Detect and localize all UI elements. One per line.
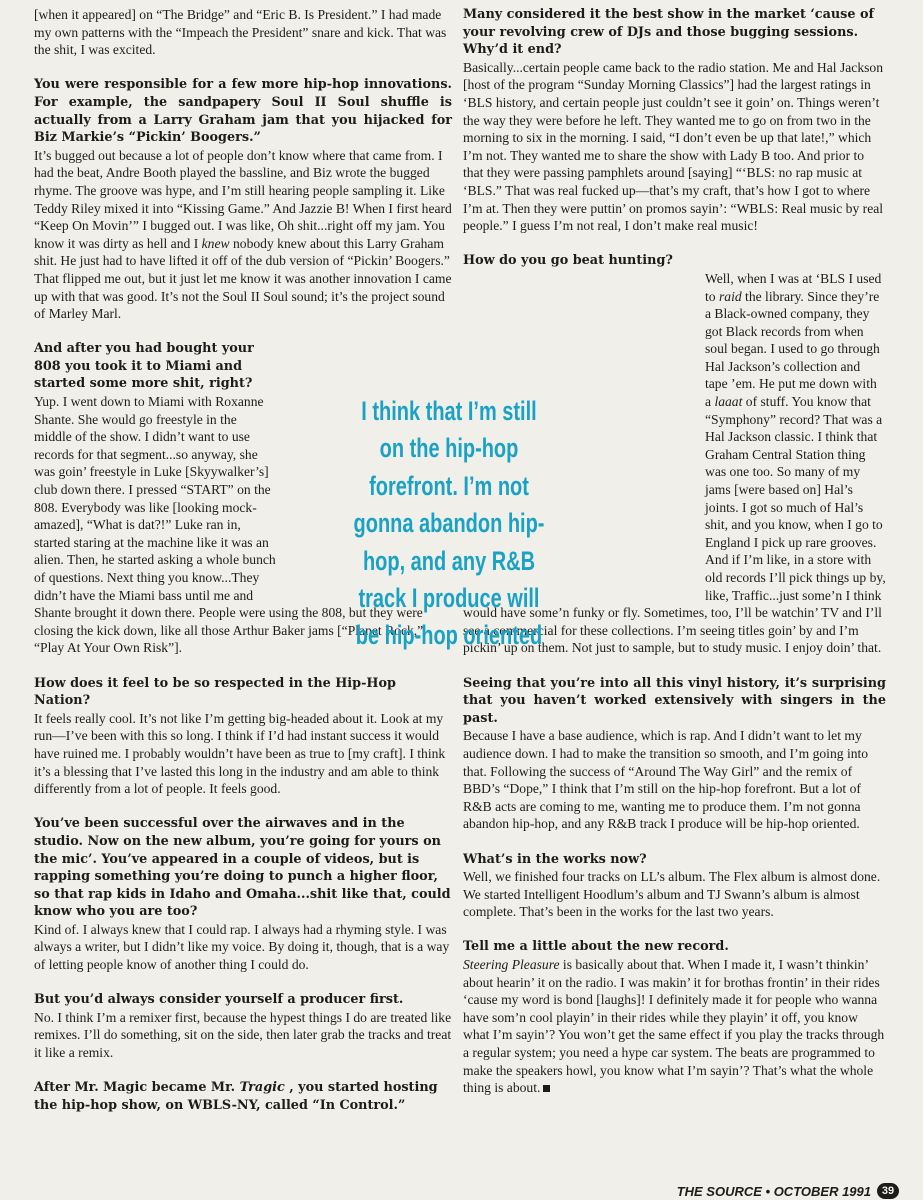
answer-paragraph: Because I have a base audience, which is rap. And I didn’t want to let my audience down. I had to make the transition so smooth, and I’m going into that. Following the success of “Around The Way Girl” and the remix of BBD’s “Dope,” I think that I’m still on the hip-hop forefront. But a lot of R&B acts are coming to me, wanting me to produce them. I’m not gonna abandon hip-hop, and any R&B track I produce will be hip-hop oriented. — [463, 728, 869, 832]
question-heading: What’s in the works now? — [463, 851, 647, 867]
answer-paragraph: Well, we finished four tracks on LL’s album. The Flex album is almost done. We started Intelligent Hoodlum’s album and TJ Swann’s album is almost complete. That’s been in the works for the last two years. — [463, 869, 881, 920]
answer-paragraph: Yup. I went down to Miami with Roxanne Shante. She would go freestyle in the middle of the show. I didn’t want to use records for that segment...so anyway, she was goin’ freestyle in Luke [Skyywalker’s] club down there. I pressed “START” on the 808. Everybody was like [looking mock-amazed], “What is dat?!” Luke ran in, started staring at the machine like it was an alien. Then, he started asking a whole bunch of questions. Next thing you know...They didn’t have the Miami bass until me and Shante brought it down there. People were using the 808, but they were closing the kick down, like all those Arthur Baker jams [“Planet Rock,” “Play At Your Own Risk”]. — [34, 394, 424, 656]
pull-quote: I think that I’m still on the hip-hop forefront. I’m not gonna abandon hip-hop, and any R&B track I produce will be hip-hop oriented — [353, 396, 545, 651]
magazine-issue: THE SOURCE • OCTOBER 1991 — [676, 1183, 871, 1199]
question-heading: After Mr. Magic became Mr. Tragic , you started hosting the hip-hop show, on WBLS-NY, called “In Control.” — [34, 1080, 438, 1113]
end-mark-icon — [543, 1085, 550, 1092]
answer-paragraph: It feels really cool. It’s not like I’m getting big-headed about it. Look at my run—I’ve been with this so long. I think if I’d had instant success it would have ruined me. I probably wouldn’t have been as true to [my craft]. I think it’s a blessing that I’ve lasted this long in the industry and am able to think differently from a lot of people. It feels good. — [34, 710, 446, 797]
question-heading: But you’d always consider yourself a producer first. — [34, 992, 404, 1008]
question-heading: How do you go beat hunting? — [463, 253, 673, 269]
answer-paragraph: It’s bugged out because a lot of people don’t know where that came from. I had the beat, Andre Booth played the bassline, and Biz wrote the bugged rhyme. The groove was hype, and I’m still hearing people sampling it. Like Teddy Riley mixed it into “Kissing Game.” And Jazzie B! When I first heard “Keep On Movin’” I bugged out. I was like, Oh shit...right off my jam. You know it was dirty as hell and I knew nobody knew about this Larry Graham shit. He just had to have lifted it off of the dub version of “Pickin’ Boogers.” That flipped me out, but it just let me know it was another innovation I came up with that was good. It’s not the Soul II Soul sound; it’s the project sound of Marley Marl. — [34, 147, 452, 322]
question-heading: Seeing that you’re into all this vinyl history, it’s surprising that you haven’t worked extensively with singers in the past. — [463, 675, 886, 726]
question-heading: Many considered it the best show in the market ‘cause of your revolving crew of DJs and those bugging sessions. Why’d it end? — [463, 7, 875, 58]
page-footer — [677, 1183, 899, 1199]
question-heading: Tell me a little about the new record. — [463, 939, 729, 955]
question-heading: How does it feel to be so respected in the Hip-Hop Nation? — [34, 675, 396, 709]
question-heading: And after you had bought your 808 you took it to Miami and started some more shit, right? — [34, 341, 254, 392]
answer-paragraph: No. I think I’m a remixer first, because the hypest things I do are treated like remixes. I’ll do something, sit on the side, then later grab the tracks and treat it like a remix. — [34, 1009, 452, 1061]
answer-paragraph: Kind of. I always knew that I could rap. I always had a rhyming style. I was always a writer, but I didn’t like my voice. By doing it, though, that is a way of letting people know of another thing I could do. — [34, 921, 450, 973]
answer-paragraph: Steering Pleasure is basically about that. When I made it, I wasn’t thinkin’ about hearin’ it on the radio. I was makin’ it for brothas frontin’ in their rides ‘cause my word is bond [laughs]! I definitely made it for people who wanna have som’n cool playin’ in their rides while they playin’ it off, you know what I’m sayin’? You won’t get the same effect if you play the tracks through a regular system; you need a hype car system. The beats are programmed to make the speakers howl, you know what I’m sayin’? That’s what the whole thing is about. — [463, 957, 885, 1096]
answer-paragraph: Well, when I was at ‘BLS I used to raid the library. Since they’re a Black-owned company, they got Black records from when soul began. I used to go through Hal Jackson’s collection and tape ’em. He put me down with a laaat of stuff. You know that “Symphony” record? That was a Hal Jackson classic. I think that Graham Central Station thing was one too. So many of my jams [were based on] Hal’s joints. I got so much of Hal’s shit, and you know, when I go to England I pick up rare grooves. And if I’m like, in a store with old records I’ll pick things up by, like, Traffic...just some’n I think would have some’n funky or fly. Sometimes, too, I’ll be watchin’ TV and I’ll see a commercial for these collections. I’m seeing titles goin’ by and I’m pickin’ up on them. Not just to sample, but to study music. I enjoy doin’ that. — [463, 270, 886, 656]
question-heading: You’ve been successful over the airwaves and in the studio. Now on the new album, you’re going for yours on the mic’. You’ve appeared in a couple of videos, but is rapping something you’re doing to punch a higher floor, so that rap kids in Idaho and Omaha...shit like that, could know who you are too? — [34, 816, 451, 920]
answer-paragraph: [when it appeared] on “The Bridge” and “Eric B. Is President.” I had made my own patterns with the “Impeach the President” snare and kick. That was the shit, I was excited. — [34, 7, 447, 58]
page-number: 39 — [877, 1183, 899, 1199]
answer-paragraph: Basically...certain people came back to the radio station. Me and Hal Jackson [host of the program “Sunday Morning Classics”] had the largest ratings in ‘BLS history, and certain people just couldn’t see it goin’ on. Things weren’t the way they were before he left. They wanted me to go on from two in the morning to six in the morning. I said, “I don’t even be up that late!,” which I’m not. They wanted me to share the show with Lady B too. And prior to that they were passing pamphlets around [saying] “‘BLS: no rap music at ‘BLS.” That was real fucked up—that’s my craft, that’s how I got to where I’m at. Then they were puttin’ on promos sayin’: “WBLS: Real music by real people.” I guess I’m not real, I don’t make real music! — [463, 59, 884, 234]
question-heading: You were responsible for a few more hip-hop innovations. For example, the sandpapery Soul II Soul shuffle is actually from a Larry Graham jam that you hijacked for Biz Markie’s “Pickin’ Boogers.” — [34, 77, 452, 146]
